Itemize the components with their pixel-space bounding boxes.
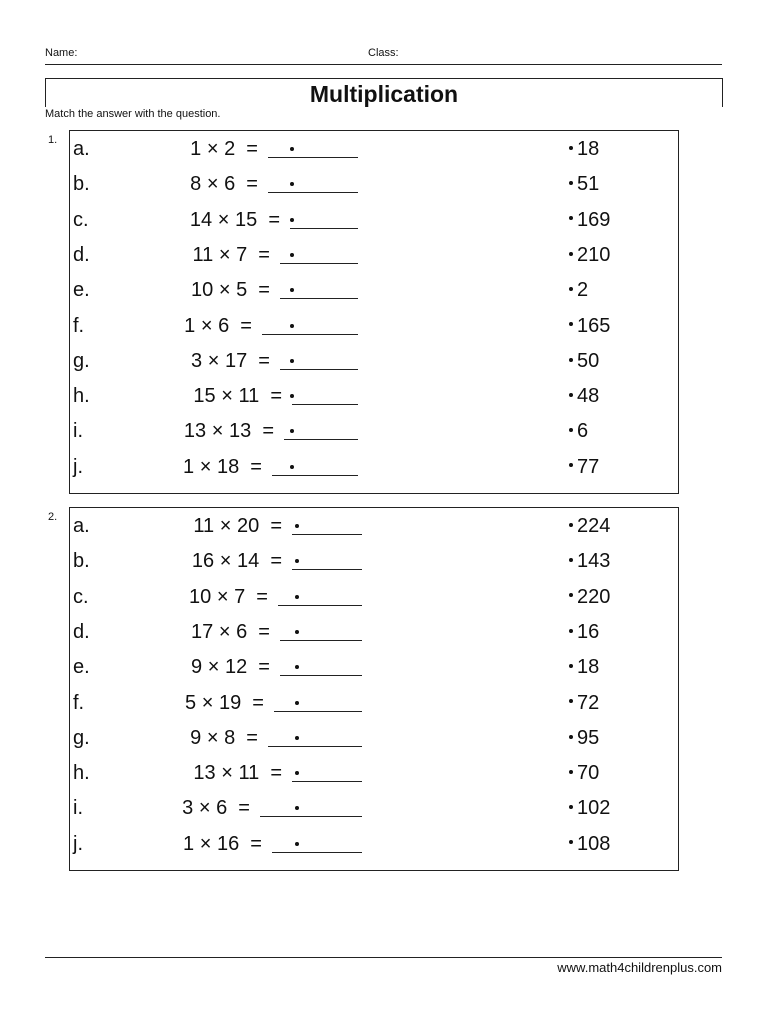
answer-value: 16 <box>577 620 600 643</box>
match-dot[interactable] <box>569 216 573 220</box>
match-dot[interactable] <box>569 770 573 774</box>
question-expression: 17 × 6 = <box>191 620 270 643</box>
question-row <box>70 273 678 308</box>
question-expression: 11 × 7 = <box>192 243 270 266</box>
match-dot[interactable] <box>569 393 573 397</box>
answer-option[interactable] <box>569 515 610 538</box>
answer-option[interactable] <box>569 762 599 785</box>
question-letter: d. <box>73 243 90 266</box>
match-dot[interactable] <box>295 595 299 599</box>
answer-value: 108 <box>577 832 611 855</box>
answer-blank[interactable] <box>260 816 362 817</box>
question-expression: 5 × 19 = <box>185 691 264 714</box>
instructions: Match the answer with the question. <box>45 108 221 120</box>
match-dot[interactable] <box>295 771 299 775</box>
answer-value: 95 <box>577 726 600 749</box>
question-row <box>70 756 678 791</box>
answer-value: 77 <box>577 455 600 478</box>
match-dot[interactable] <box>569 358 573 362</box>
answer-blank[interactable] <box>280 640 362 641</box>
question-row <box>70 344 678 379</box>
section-number: 2. <box>48 511 58 523</box>
match-dot[interactable] <box>569 805 573 809</box>
match-dot[interactable] <box>295 524 299 528</box>
match-dot[interactable] <box>569 593 573 597</box>
answer-value: 50 <box>577 349 600 372</box>
answer-value: 143 <box>577 550 611 573</box>
answer-value: 72 <box>577 691 600 714</box>
match-dot[interactable] <box>290 324 294 328</box>
match-dot[interactable] <box>569 629 573 633</box>
answer-value: 165 <box>577 314 611 337</box>
answer-value: 48 <box>577 385 600 408</box>
question-expression: 9 × 12 = <box>191 656 270 679</box>
question-expression: 1 × 18 = <box>183 455 262 478</box>
question-expression: 13 × 11 = <box>193 762 282 785</box>
match-dot[interactable] <box>569 664 573 668</box>
match-dot[interactable] <box>290 253 294 257</box>
match-dot[interactable] <box>569 428 573 432</box>
answer-value: 169 <box>577 208 611 231</box>
question-expression: 13 × 13 = <box>183 420 274 443</box>
question-row <box>70 650 678 685</box>
answer-option[interactable] <box>569 244 610 267</box>
answer-blank[interactable] <box>292 534 362 535</box>
answer-blank[interactable] <box>278 605 362 606</box>
question-letter: h. <box>73 762 90 785</box>
answer-blank[interactable] <box>292 404 358 405</box>
answer-option[interactable] <box>569 797 610 820</box>
answer-option[interactable] <box>569 420 588 443</box>
answer-value: 220 <box>577 585 611 608</box>
question-letter: d. <box>73 620 90 643</box>
answer-blank[interactable] <box>272 475 358 476</box>
question-row <box>70 309 678 344</box>
question-expression: 11 × 20 = <box>193 515 282 537</box>
question-row <box>70 791 678 826</box>
match-dot[interactable] <box>295 736 299 740</box>
answer-value: 70 <box>577 762 600 785</box>
question-letter: h. <box>73 385 90 408</box>
answer-blank[interactable] <box>268 746 362 747</box>
match-dot[interactable] <box>569 181 573 185</box>
answer-option[interactable] <box>569 350 599 373</box>
question-row <box>70 615 678 650</box>
match-dot[interactable] <box>290 288 294 292</box>
question-row <box>70 167 678 202</box>
footer-rule <box>45 957 722 958</box>
question-row <box>70 203 678 238</box>
question-box <box>69 507 679 871</box>
question-row <box>70 686 678 721</box>
answer-option[interactable] <box>569 586 610 609</box>
question-letter: e. <box>73 656 90 679</box>
match-dot[interactable] <box>569 699 573 703</box>
question-row <box>70 238 678 273</box>
match-dot[interactable] <box>569 287 573 291</box>
question-row <box>70 379 678 414</box>
answer-blank[interactable] <box>292 781 362 782</box>
answer-option[interactable] <box>569 833 610 856</box>
answer-blank[interactable] <box>272 852 362 853</box>
answer-option[interactable] <box>569 279 588 302</box>
question-expression: 15 × 11 = <box>193 385 282 408</box>
match-dot[interactable] <box>295 806 299 810</box>
answer-value: 102 <box>577 797 611 820</box>
question-expression: 16 × 14 = <box>191 550 282 573</box>
question-letter: c. <box>73 585 89 608</box>
match-dot[interactable] <box>295 665 299 669</box>
answer-value: 224 <box>577 515 611 537</box>
match-dot[interactable] <box>290 182 294 186</box>
question-box <box>69 130 679 494</box>
question-letter: b. <box>73 173 90 196</box>
question-expression: 10 × 5 = <box>191 279 270 302</box>
question-row <box>70 580 678 615</box>
section-number: 1. <box>48 134 58 146</box>
match-dot[interactable] <box>295 630 299 634</box>
question-letter: g. <box>73 726 90 749</box>
question-letter: a. <box>73 515 90 537</box>
question-expression: 1 × 2 = <box>190 138 258 160</box>
question-letter: e. <box>73 279 90 302</box>
match-dot[interactable] <box>569 558 573 562</box>
question-expression: 9 × 8 = <box>190 726 258 749</box>
question-row <box>70 721 678 756</box>
question-expression: 3 × 6 = <box>182 797 250 820</box>
match-dot[interactable] <box>295 559 299 563</box>
question-letter: a. <box>73 138 90 160</box>
match-dot[interactable] <box>295 701 299 705</box>
match-dot[interactable] <box>290 465 294 469</box>
website-url: www.math4childrenplus.com <box>557 960 722 975</box>
match-dot[interactable] <box>569 735 573 739</box>
header-rule <box>45 64 722 65</box>
answer-option[interactable] <box>569 315 610 338</box>
question-expression: 1 × 6 = <box>184 314 252 337</box>
match-dot[interactable] <box>569 523 573 527</box>
answer-option[interactable] <box>569 727 599 750</box>
answer-blank[interactable] <box>280 263 358 264</box>
question-letter: i. <box>73 420 83 443</box>
answer-option[interactable] <box>569 138 599 161</box>
answer-blank[interactable] <box>280 369 358 370</box>
answer-value: 51 <box>577 173 600 196</box>
match-dot[interactable] <box>290 394 294 398</box>
match-dot[interactable] <box>290 429 294 433</box>
answer-option[interactable] <box>569 692 599 715</box>
question-letter: f. <box>73 314 85 337</box>
title-box <box>45 78 723 107</box>
answer-value: 18 <box>577 138 600 160</box>
answer-option[interactable] <box>569 456 599 479</box>
class-label: Class: <box>368 47 399 59</box>
answer-value: 6 <box>577 420 589 443</box>
question-row <box>70 509 678 544</box>
answer-option[interactable] <box>569 173 599 196</box>
question-expression: 14 × 15 = <box>189 208 280 231</box>
match-dot[interactable] <box>569 463 573 467</box>
answer-blank[interactable] <box>290 228 358 229</box>
answer-option[interactable] <box>569 550 610 573</box>
match-dot[interactable] <box>569 840 573 844</box>
question-letter: j. <box>73 832 83 855</box>
answer-value: 2 <box>577 279 589 302</box>
answer-value: 18 <box>577 656 600 679</box>
question-letter: b. <box>73 550 90 573</box>
answer-blank[interactable] <box>268 192 358 193</box>
answer-option[interactable] <box>569 621 599 644</box>
match-dot[interactable] <box>569 146 573 150</box>
question-row <box>70 827 678 862</box>
name-label: Name: <box>45 47 78 59</box>
match-dot[interactable] <box>290 359 294 363</box>
answer-blank[interactable] <box>280 675 362 676</box>
match-dot[interactable] <box>290 147 294 151</box>
answer-option[interactable] <box>569 656 599 679</box>
answer-blank[interactable] <box>274 711 362 712</box>
answer-blank[interactable] <box>292 569 362 570</box>
question-expression: 10 × 7 = <box>189 585 268 608</box>
answer-blank[interactable] <box>268 157 358 158</box>
answer-option[interactable] <box>569 385 599 408</box>
page-title: Multiplication <box>309 81 459 107</box>
match-dot[interactable] <box>290 218 294 222</box>
question-expression: 1 × 16 = <box>183 832 262 855</box>
match-dot[interactable] <box>569 252 573 256</box>
question-row <box>70 414 678 449</box>
question-row <box>70 450 678 485</box>
question-row <box>70 544 678 579</box>
question-letter: j. <box>73 455 83 478</box>
question-expression: 8 × 6 = <box>190 173 258 196</box>
answer-blank[interactable] <box>262 334 358 335</box>
match-dot[interactable] <box>295 842 299 846</box>
question-letter: f. <box>73 691 85 714</box>
answer-option[interactable] <box>569 209 610 232</box>
answer-blank[interactable] <box>284 439 358 440</box>
answer-blank[interactable] <box>280 298 358 299</box>
question-letter: g. <box>73 349 90 372</box>
question-letter: c. <box>73 208 89 231</box>
answer-value: 210 <box>577 243 611 266</box>
question-letter: i. <box>73 797 83 820</box>
match-dot[interactable] <box>569 322 573 326</box>
question-row <box>70 132 678 167</box>
question-expression: 3 × 17 = <box>191 349 270 372</box>
